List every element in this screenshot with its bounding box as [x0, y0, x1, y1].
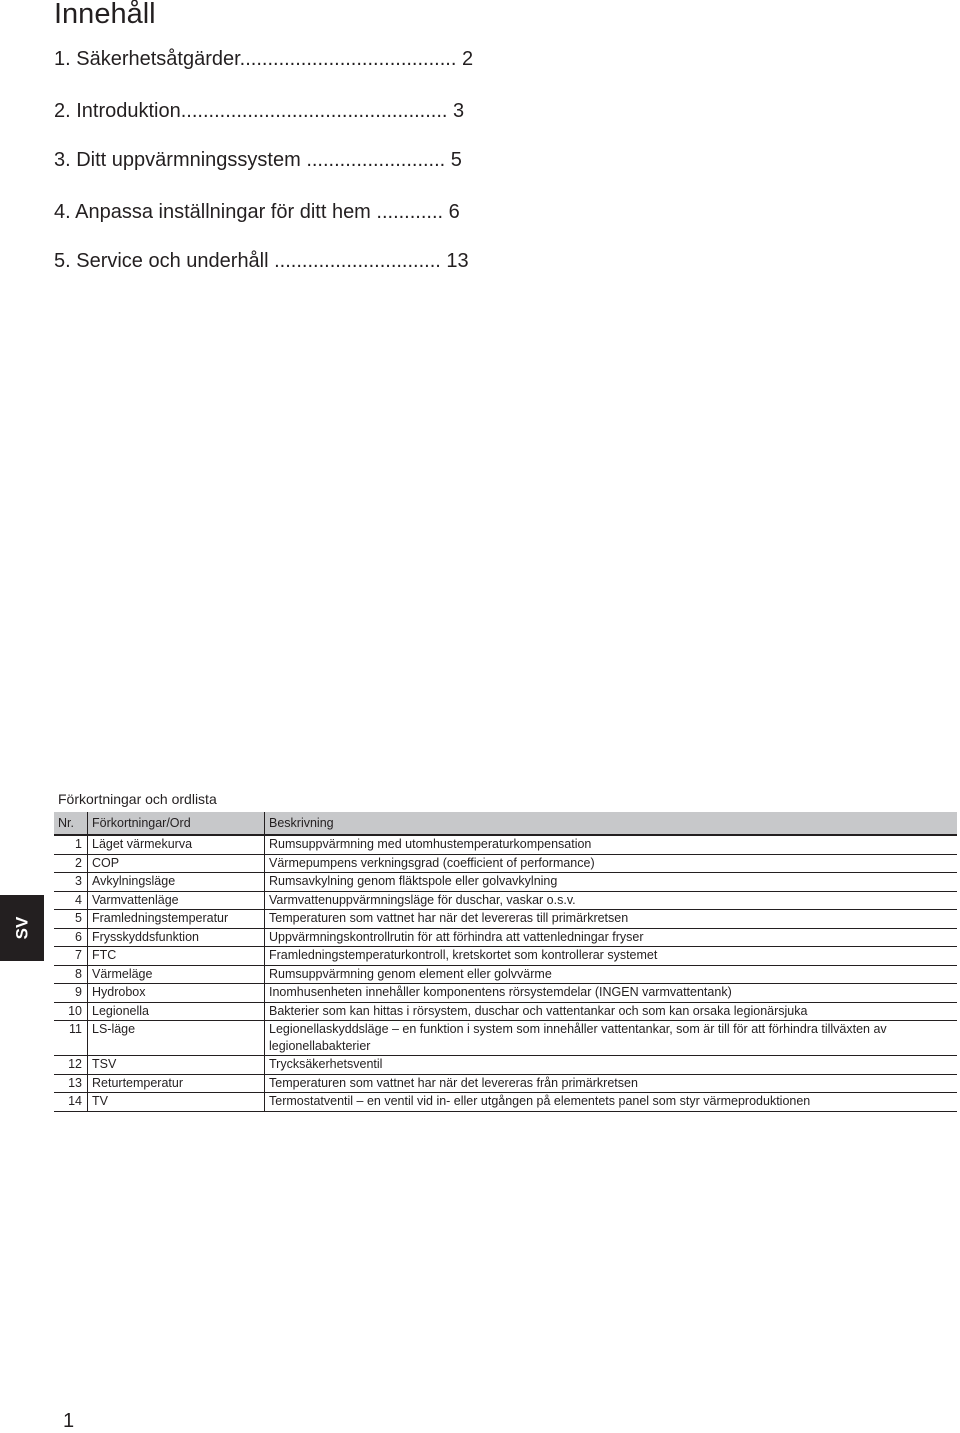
row-description: Trycksäkerhetsventil: [265, 1056, 958, 1075]
row-term: TV: [88, 1093, 265, 1112]
row-description: Temperaturen som vattnet har när det levereras från primärkretsen: [265, 1074, 958, 1093]
row-term: Legionella: [88, 1002, 265, 1021]
header-abbreviation: Förkortningar/Ord: [88, 812, 265, 835]
row-term: Frysskyddsfunktion: [88, 928, 265, 947]
row-term: Returtemperatur: [88, 1074, 265, 1093]
row-term: Varmvattenläge: [88, 891, 265, 910]
row-term: TSV: [88, 1056, 265, 1075]
row-number: 10: [54, 1002, 88, 1021]
row-term: Läget värmekurva: [88, 835, 265, 854]
row-description: Framledningstemperaturkontroll, kretskortet som kontrollerar systemet: [265, 947, 958, 966]
row-term: COP: [88, 854, 265, 873]
toc-item-1[interactable]: 1. Säkerhetsåtgärder....................................... 2: [54, 48, 474, 70]
table-row: [54, 1021, 957, 1056]
row-term: Framledningstemperatur: [88, 910, 265, 929]
row-description: Rumsuppvärmning med utomhustemperaturkompensation: [265, 835, 958, 854]
row-description: Termostatventil – en ventil vid in- eller utgången på elementets panel som styr värmeproduktionen: [265, 1093, 958, 1112]
row-number: 5: [54, 910, 88, 929]
row-description: Rumsavkylning genom fläktspole eller golvavkylning: [265, 873, 958, 892]
glossary-body: [54, 835, 957, 1111]
table-row: [54, 1002, 957, 1021]
language-tab-label: SV: [12, 916, 31, 940]
row-description: Inomhusenheten innehåller komponentens rörsystemdelar (INGEN varmvattentank): [265, 984, 958, 1003]
row-number: 6: [54, 928, 88, 947]
row-number: 14: [54, 1093, 88, 1112]
row-description: Temperaturen som vattnet har när det levereras till primärkretsen: [265, 910, 958, 929]
row-description: Uppvärmningskontrollrutin för att förhindra att vattenledningar fryser: [265, 928, 958, 947]
table-row: [54, 928, 957, 947]
row-number: 13: [54, 1074, 88, 1093]
glossary-heading: Förkortningar och ordlista: [58, 791, 217, 807]
row-description: Varmvattenuppvärmningsläge för duschar, vaskar o.s.v.: [265, 891, 958, 910]
table-row: [54, 984, 957, 1003]
toc-item-3[interactable]: 3. Ditt uppvärmningssystem ......................... 5: [54, 149, 462, 171]
table-header-row: [54, 812, 957, 835]
row-term: Avkylningsläge: [88, 873, 265, 892]
row-number: 9: [54, 984, 88, 1003]
row-number: 12: [54, 1056, 88, 1075]
language-tab: [0, 895, 44, 961]
row-number: 4: [54, 891, 88, 910]
row-number: 8: [54, 965, 88, 984]
row-description: Legionellaskyddsläge – en funktion i system som innehåller vattentankar, som är till för att förhindra tillväxten av legionellabakterier: [265, 1021, 958, 1056]
row-number: 1: [54, 835, 88, 854]
table-row: [54, 1056, 957, 1075]
row-number: 7: [54, 947, 88, 966]
glossary-table: [54, 812, 957, 1112]
row-term: FTC: [88, 947, 265, 966]
row-term: Hydrobox: [88, 984, 265, 1003]
table-row: [54, 835, 957, 854]
table-row: [54, 947, 957, 966]
table-row: [54, 965, 957, 984]
toc-item-2[interactable]: 2. Introduktion................................................ 3: [54, 100, 465, 122]
table-row: [54, 910, 957, 929]
row-description: Värmepumpens verkningsgrad (coefficient of performance): [265, 854, 958, 873]
page-title: Innehåll: [54, 0, 156, 30]
table-row: [54, 1093, 957, 1112]
row-description: Bakterier som kan hittas i rörsystem, duschar och vattentankar och som kan orsaka legionärsjuka: [265, 1002, 958, 1021]
row-term: Värmeläge: [88, 965, 265, 984]
row-number: 3: [54, 873, 88, 892]
table-row: [54, 891, 957, 910]
page-number: 1: [63, 1410, 75, 1432]
row-description: Rumsuppvärmning genom element eller golvvärme: [265, 965, 958, 984]
toc-item-5[interactable]: 5. Service och underhåll .............................. 13: [54, 250, 469, 272]
row-number: 11: [54, 1021, 88, 1056]
row-number: 2: [54, 854, 88, 873]
table-row: [54, 873, 957, 892]
table-row: [54, 854, 957, 873]
header-nr: Nr.: [54, 812, 88, 835]
header-description: Beskrivning: [265, 812, 958, 835]
row-term: LS-läge: [88, 1021, 265, 1056]
table-row: [54, 1074, 957, 1093]
toc-item-4[interactable]: 4. Anpassa inställningar för ditt hem ............ 6: [54, 201, 460, 223]
